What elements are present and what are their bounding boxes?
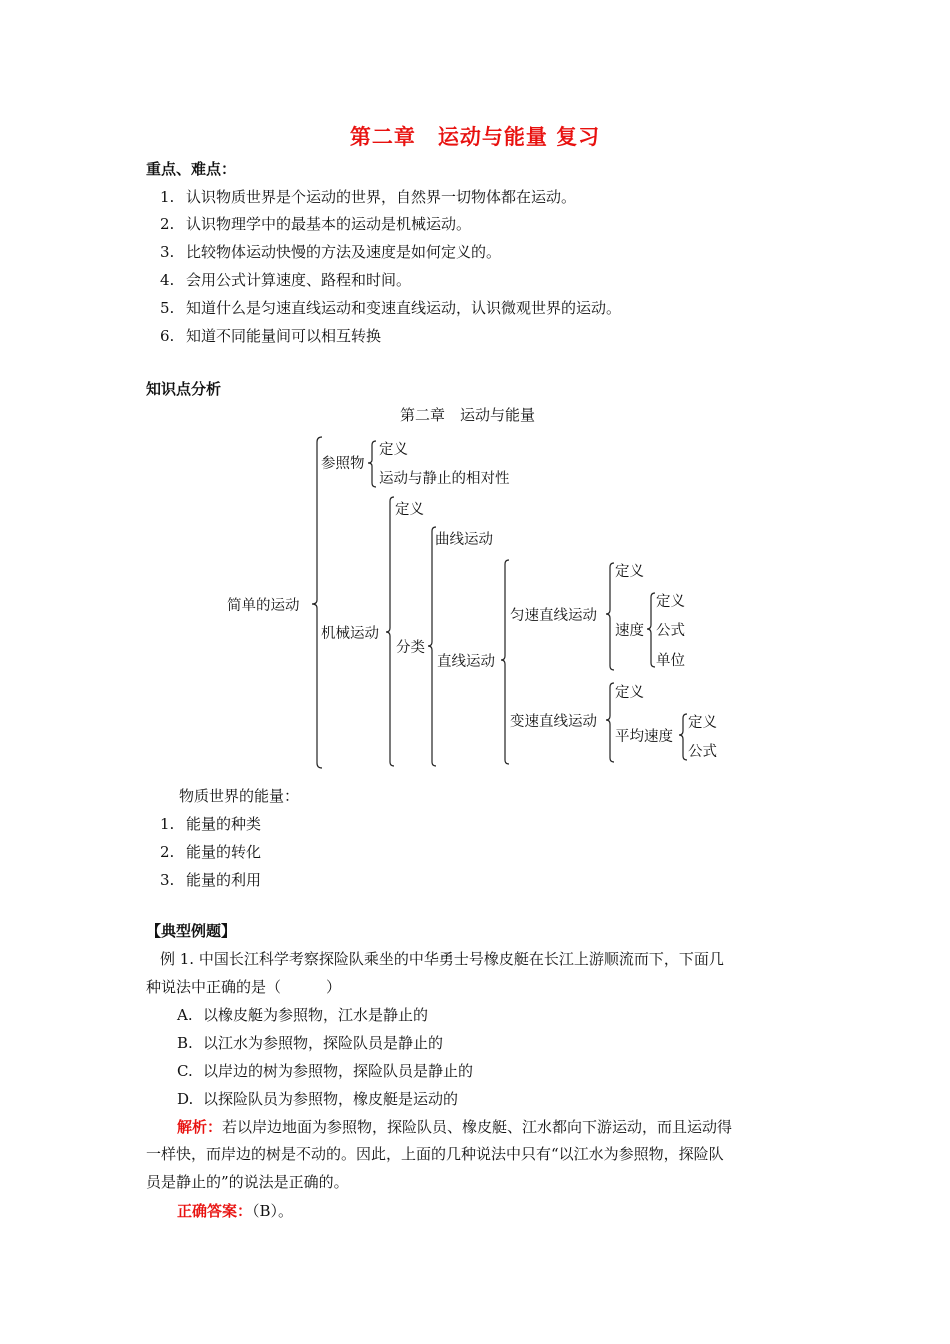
item-number: 2. (160, 215, 175, 233)
example-question-line-2: 种说法中正确的是（ ） (146, 978, 342, 996)
option-a (177, 1004, 428, 1025)
bracket-reference (368, 441, 376, 487)
analysis-line-3: 员是静止的”的说法是正确的。 (146, 1173, 349, 1191)
bracket-average (679, 714, 687, 760)
node-straight-motion: 直线运动 (437, 654, 495, 670)
node-speed-definition: 定义 (656, 594, 685, 610)
option-letter: B. (177, 1034, 193, 1052)
item-text: 认识物理学中的最基本的运动是机械运动。 (186, 215, 472, 233)
list-item (160, 841, 261, 862)
node-variable-definition: 定义 (615, 685, 644, 701)
item-number: 1. (160, 815, 175, 833)
bracket-uniform (606, 563, 614, 670)
node-average-definition: 定义 (688, 715, 717, 731)
item-text: 能量的利用 (186, 871, 262, 889)
bracket-mechanical (386, 497, 394, 766)
node-speed-unit: 单位 (656, 653, 685, 669)
item-text: 能量的种类 (186, 815, 262, 833)
diagram-title: 第二章 运动与能量 (400, 406, 536, 424)
answer-line (177, 1200, 293, 1221)
node-reference: 参照物 (321, 456, 365, 472)
bracket-straight (501, 560, 509, 764)
option-text: 以岸边的树为参照物，探险队员是静止的 (203, 1062, 474, 1080)
answer-value: （B）。 (252, 1202, 294, 1220)
node-average-speed: 平均速度 (615, 729, 673, 745)
item-text: 能量的转化 (186, 843, 262, 861)
bracket-speed (647, 593, 655, 667)
option-d (177, 1088, 458, 1109)
option-text: 以橡皮艇为参照物，江水是静止的 (203, 1006, 429, 1024)
analysis-line-1 (177, 1116, 732, 1137)
option-b (177, 1032, 443, 1053)
answer-label: 正确答案： (177, 1202, 253, 1220)
node-relativity: 运动与静止的相对性 (379, 471, 510, 487)
option-letter: C. (177, 1062, 193, 1080)
item-text: 认识物质世界是个运动的世界，自然界一切物体都在运动。 (186, 188, 577, 206)
node-uniform-motion: 匀速直线运动 (510, 608, 597, 624)
node-uniform-definition: 定义 (615, 564, 644, 580)
item-text: 知道什么是匀速直线运动和变速直线运动，认识微观世界的运动。 (186, 299, 622, 317)
node-classification: 分类 (396, 640, 425, 656)
item-text: 知道不同能量间可以相互转换 (186, 327, 382, 345)
analysis-heading: 知识点分析 (146, 380, 222, 398)
node-speed-formula: 公式 (656, 623, 685, 639)
list-item (160, 813, 261, 834)
page-title: 第二章 运动与能量 复习 (349, 125, 601, 149)
analysis-line-2: 一样快，而岸边的树是不动的。因此，上面的几种说法中只有“以江水为参照物，探险队 (146, 1145, 724, 1163)
option-letter: A. (177, 1006, 193, 1024)
key-points-heading: 重点、难点： (146, 160, 237, 178)
node-mechanical-motion: 机械运动 (321, 626, 379, 642)
node-reference-definition: 定义 (379, 442, 408, 458)
example-question-line-1: 例 1. 中国长江科学考察探险队乘坐的中华勇士号橡皮艇在长江上游顺流而下，下面几 (160, 950, 724, 968)
item-number: 3. (160, 243, 175, 261)
node-simple-motion: 简单的运动 (227, 598, 300, 614)
item-number: 1. (160, 188, 175, 206)
item-number: 3. (160, 871, 175, 889)
node-average-formula: 公式 (688, 744, 717, 760)
analysis-text: 若以岸边地面为参照物，探险队员、橡皮艇、江水都向下游运动，而且运动得 (222, 1118, 733, 1136)
bracket-root (312, 437, 322, 768)
option-text: 以探险队员为参照物，橡皮艇是运动的 (203, 1090, 459, 1108)
item-number: 5. (160, 299, 175, 317)
option-text: 以江水为参照物，探险队员是静止的 (203, 1034, 444, 1052)
option-c (177, 1060, 473, 1081)
item-number: 4. (160, 271, 175, 289)
node-variable-motion: 变速直线运动 (510, 714, 597, 730)
node-mechanical-definition: 定义 (395, 502, 424, 518)
item-number: 6. (160, 327, 175, 345)
node-curved-motion: 曲线运动 (435, 532, 493, 548)
analysis-label: 解析： (177, 1118, 223, 1136)
option-letter: D. (177, 1090, 194, 1108)
examples-heading: 【典型例题】 (146, 922, 237, 940)
bracket-classify (428, 527, 436, 766)
node-speed: 速度 (615, 623, 644, 639)
item-text: 会用公式计算速度、路程和时间。 (186, 271, 412, 289)
energy-heading: 物质世界的能量： (179, 787, 300, 805)
item-text: 比较物体运动快慢的方法及速度是如何定义的。 (186, 243, 502, 261)
list-item (160, 869, 261, 890)
bracket-variable (606, 683, 614, 762)
item-number: 2. (160, 843, 175, 861)
